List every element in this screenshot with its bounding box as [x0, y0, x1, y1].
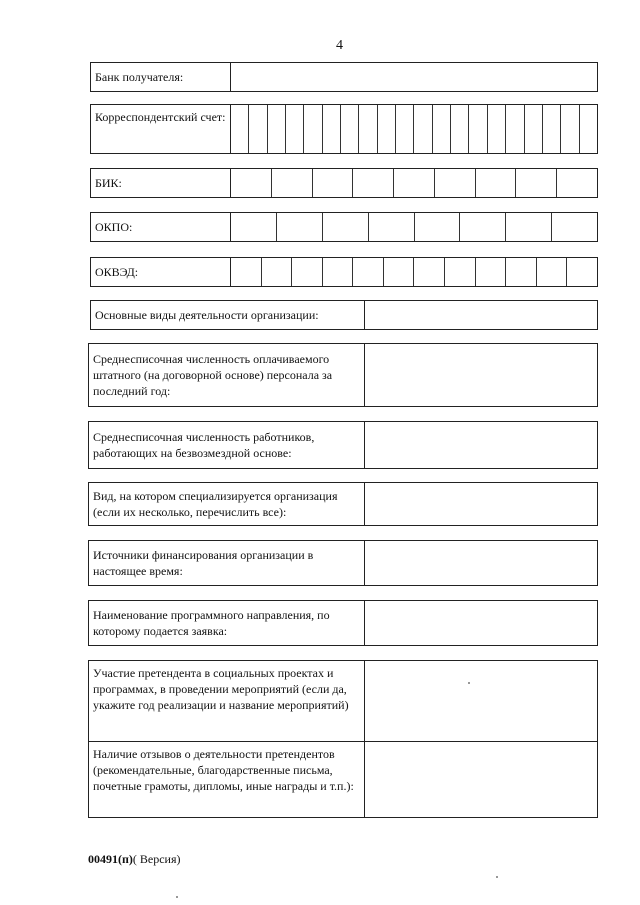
paid-staff-input[interactable] — [365, 344, 597, 406]
digit-cell[interactable] — [394, 169, 435, 197]
digit-cell[interactable] — [353, 258, 384, 286]
info-row-volunteers — [88, 421, 598, 469]
digit-cell[interactable] — [369, 213, 415, 241]
bik-cells[interactable] — [231, 169, 597, 197]
reviews-input[interactable] — [365, 742, 597, 817]
digit-cell[interactable] — [433, 105, 451, 153]
volunteers-input[interactable] — [365, 422, 597, 468]
bik-label: БИК: — [91, 169, 231, 197]
main-activities-input[interactable] — [365, 301, 597, 329]
funding-sources-input[interactable] — [365, 541, 597, 585]
digit-cell[interactable] — [476, 169, 517, 197]
digit-cell[interactable] — [268, 105, 286, 153]
digit-cell[interactable] — [506, 213, 552, 241]
digit-cell[interactable] — [231, 258, 262, 286]
okpo-row — [90, 212, 598, 242]
info-block-participation-reviews — [88, 660, 598, 818]
correspondent-account-label: Корреспондентский счет: — [91, 105, 231, 153]
digit-cell[interactable] — [231, 105, 249, 153]
digit-cell[interactable] — [451, 105, 469, 153]
info-row-main-activities — [90, 300, 598, 330]
digit-cell[interactable] — [313, 169, 354, 197]
page-number: 4 — [336, 38, 343, 53]
digit-cell[interactable] — [561, 105, 579, 153]
document-code: 00491(п) — [88, 852, 133, 866]
digit-cell[interactable] — [396, 105, 414, 153]
digit-cell[interactable] — [435, 169, 476, 197]
specialization-input[interactable] — [365, 483, 597, 525]
okved-label: ОКВЭД: — [91, 258, 231, 286]
info-row-paid-staff — [88, 343, 598, 407]
info-row-funding-sources — [88, 540, 598, 586]
bank-name-input[interactable] — [231, 63, 597, 91]
digit-cell[interactable] — [353, 169, 394, 197]
specialization-label: Вид, на котором специализируется организация (если их несколько, перечислить все): — [89, 483, 365, 525]
digit-cell[interactable] — [580, 105, 597, 153]
digit-cell[interactable] — [277, 213, 323, 241]
okved-row — [90, 257, 598, 287]
digit-cell[interactable] — [552, 213, 597, 241]
bank-name-row — [90, 62, 598, 92]
digit-cell[interactable] — [414, 105, 432, 153]
bank-name-label: Банк получателя: — [91, 63, 231, 91]
digit-cell[interactable] — [304, 105, 322, 153]
correspondent-account-cells[interactable] — [231, 105, 597, 153]
info-row-program-direction — [88, 600, 598, 646]
digit-cell[interactable] — [292, 258, 323, 286]
digit-cell[interactable] — [414, 258, 445, 286]
social-projects-label: Участие претендента в социальных проектах и программах, в проведении мероприятий (если да, укажите год реализации и название мероприятий) — [89, 661, 365, 741]
digit-cell[interactable] — [516, 169, 557, 197]
digit-cell[interactable] — [415, 213, 461, 241]
info-row-specialization — [88, 482, 598, 526]
digit-cell[interactable] — [272, 169, 313, 197]
digit-cell[interactable] — [469, 105, 487, 153]
digit-cell[interactable] — [341, 105, 359, 153]
digit-cell[interactable] — [476, 258, 507, 286]
digit-cell[interactable] — [506, 258, 537, 286]
info-row-social-projects — [89, 661, 597, 742]
digit-cell[interactable] — [557, 169, 597, 197]
digit-cell[interactable] — [488, 105, 506, 153]
digit-cell[interactable] — [506, 105, 524, 153]
digit-cell[interactable] — [384, 258, 415, 286]
digit-cell[interactable] — [567, 258, 597, 286]
digit-cell[interactable] — [249, 105, 267, 153]
okpo-cells[interactable] — [231, 213, 597, 241]
digit-cell[interactable] — [460, 213, 506, 241]
digit-cell[interactable] — [286, 105, 304, 153]
scan-speck — [496, 876, 498, 878]
okpo-label: ОКПО: — [91, 213, 231, 241]
funding-sources-label: Источники финансирования организации в настоящее время: — [89, 541, 365, 585]
paid-staff-label: Среднесписочная численность оплачиваемого штатного (на договорной основе) персонала за последний год: — [89, 344, 365, 406]
digit-cell[interactable] — [231, 169, 272, 197]
document-footer — [88, 852, 181, 867]
digit-cell[interactable] — [537, 258, 568, 286]
digit-cell[interactable] — [231, 213, 277, 241]
reviews-label: Наличие отзывов о деятельности претендентов (рекомендательные, благодарственные письма, почетные грамоты, дипломы, иные награды и т.п.): — [89, 742, 365, 817]
social-projects-input[interactable] — [365, 661, 597, 741]
info-row-reviews — [89, 742, 597, 817]
digit-cell[interactable] — [323, 105, 341, 153]
digit-cell[interactable] — [262, 258, 293, 286]
program-direction-input[interactable] — [365, 601, 597, 645]
digit-cell[interactable] — [525, 105, 543, 153]
okved-cells[interactable] — [231, 258, 597, 286]
program-direction-label: Наименование программного направления, по которому подается заявка: — [89, 601, 365, 645]
bik-row — [90, 168, 598, 198]
digit-cell[interactable] — [323, 258, 354, 286]
scan-speck — [468, 682, 470, 684]
digit-cell[interactable] — [378, 105, 396, 153]
document-version: ( Версия) — [132, 852, 181, 866]
main-activities-label: Основные виды деятельности организации: — [91, 301, 365, 329]
digit-cell[interactable] — [359, 105, 377, 153]
scan-speck — [176, 896, 178, 898]
digit-cell[interactable] — [445, 258, 476, 286]
digit-cell[interactable] — [543, 105, 561, 153]
digit-cell[interactable] — [323, 213, 369, 241]
volunteers-label: Среднесписочная численность работников, работающих на безвозмездной основе: — [89, 422, 365, 468]
correspondent-account-row — [90, 104, 598, 154]
